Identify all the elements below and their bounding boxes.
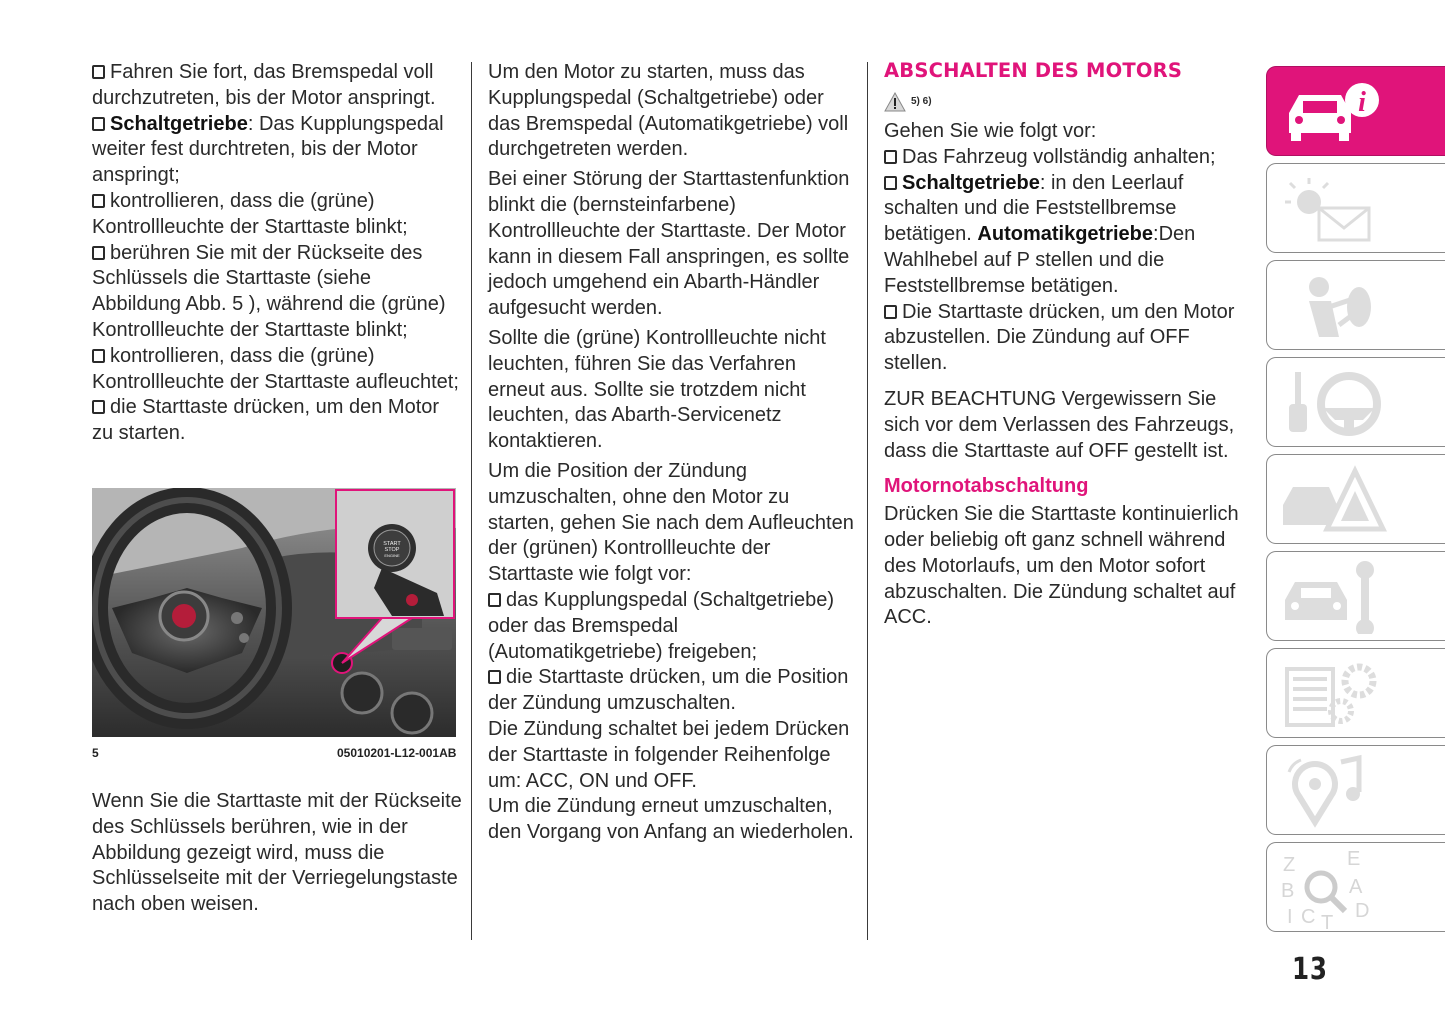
specs-gears-icon xyxy=(1279,655,1389,731)
index-icon xyxy=(1279,849,1389,929)
list-item: kontrollieren, dass die (grüne) Kontrollleuchte der Starttaste aufleuchtet; xyxy=(92,344,464,396)
list-item-text: : in den Leerlauf schalten und die Feststellbremse betätigen. xyxy=(884,171,1184,246)
tab-car-info[interactable] xyxy=(1266,66,1445,156)
warning-refs: 5) 6) xyxy=(911,96,932,108)
svg-text:STOP: STOP xyxy=(384,547,400,553)
column-divider xyxy=(867,62,868,940)
column-1 xyxy=(92,60,464,447)
list-item: das Kupplungspedal (Schaltgetriebe) oder das Bremspedal (Automatikgetriebe) freigeben; xyxy=(488,588,858,665)
paragraph: Bei einer Störung der Starttastenfunktion blinkt die (bernsteinfarbene) Kontrollleuchte der Starttaste. Der Motor kann in diesem Fall anspringen, es sollte jedoch umgehend ein Abarth-Händler aufgesucht werden. xyxy=(488,168,850,320)
list-item-text: : Das Kupplungspedal weiter fest durchtreten, bis der Motor anspringt; xyxy=(92,112,444,187)
tab-emergency[interactable] xyxy=(1266,454,1445,544)
paragraph: Um die Position der Zündung umzuschalten, ohne den Motor zu starten, gehen Sie nach dem Aufleuchten der (grünen) Kontrollleuchte der Starttaste wie folgt vor: xyxy=(488,459,854,586)
tab-safety[interactable] xyxy=(1266,260,1445,350)
svg-text:START: START xyxy=(383,541,401,547)
paragraph: Drücken Sie die Starttaste kontinuierlich oder beliebig oft ganz schnell während des Motorlaufs, um den Motor sofort abzuschalten. Die Zündung schaltet auf ACC. xyxy=(884,503,1239,629)
index-letter: I xyxy=(1287,906,1293,928)
index-letter: T xyxy=(1321,912,1334,929)
list-item: die Starttaste drücken, um die Position der Zündung umzuschalten. xyxy=(488,665,858,717)
warning-triangle-icon xyxy=(884,92,906,112)
paragraph: Sollte die (grüne) Kontrollleuchte nicht leuchten, führen Sie das Verfahren erneut aus. Sollte sie trotzdem nicht leuchten, das Abarth-Servicenetz kontaktieren. xyxy=(488,326,826,453)
column-3 xyxy=(884,60,1254,635)
svg-text:ENGINE: ENGINE xyxy=(384,553,400,558)
list-item xyxy=(92,112,464,189)
list-item-text: :Den Wahlhebel auf P stellen und die Feststellbremse betätigen. xyxy=(884,223,1196,297)
warning-light-message-icon xyxy=(1279,170,1389,246)
figure-explanation: Wenn Sie die Starttaste mit der Rückseite des Schlüssels berühren, wie in der Abbildung gezeigt wird, muss die Schlüsselseite mit der Verriegelungstaste nach oben weisen. xyxy=(92,790,462,916)
subheading: Motornotabschaltung xyxy=(884,475,1089,498)
tab-starting-driving[interactable] xyxy=(1266,357,1445,447)
bold-term: Schaltgetriebe xyxy=(110,112,248,135)
bold-term: Automatikgetriebe xyxy=(977,223,1154,246)
tab-maintenance[interactable] xyxy=(1266,551,1445,641)
list-item: Das Fahrzeug vollständig anhalten; xyxy=(884,145,1254,171)
dashboard-illustration xyxy=(92,488,456,737)
list-item: Fahren Sie fort, das Bremspedal voll durchzutreten, bis der Motor anspringt. xyxy=(92,60,464,112)
tab-warning-lights[interactable] xyxy=(1266,163,1445,253)
paragraph: Um den Motor zu starten, muss das Kupplungspedal (Schaltgetriebe) oder das Bremspedal (Automatikgetriebe) voll durchgetreten werden. xyxy=(488,61,849,161)
bold-term: Schaltgetriebe xyxy=(902,171,1040,194)
key-steering-wheel-icon xyxy=(1279,364,1389,440)
list-item xyxy=(884,171,1254,300)
note-paragraph: ZUR BEACHTUNG Vergewissern Sie sich vor dem Verlassen des Fahrzeugs, dass die Starttaste auf OFF gestellt ist. xyxy=(884,387,1235,462)
column-divider xyxy=(471,62,472,940)
car-hazard-icon xyxy=(1279,461,1389,537)
tab-multimedia[interactable] xyxy=(1266,745,1445,835)
airbag-safety-icon xyxy=(1279,267,1389,343)
section-title: ABSCHALTEN DES MOTORS xyxy=(884,59,1183,82)
list-item: die Starttaste drücken, um den Motor zu starten. xyxy=(92,395,464,447)
index-letter: A xyxy=(1349,876,1363,898)
tab-technical-data[interactable] xyxy=(1266,648,1445,738)
figure-code: 05010201-L12-001AB xyxy=(337,746,457,760)
car-info-icon xyxy=(1279,73,1389,149)
index-letter: C xyxy=(1301,906,1316,928)
index-letter: Z xyxy=(1283,854,1296,876)
index-letter: B xyxy=(1281,880,1295,902)
figure-number: 5 xyxy=(92,746,99,760)
list-item: berühren Sie mit der Rückseite des Schlüssels die Starttaste (siehe Abbildung Abb. 5 ), während die (grüne) Kontrollleuchte der Starttaste blinkt; xyxy=(92,241,464,344)
car-wrench-icon xyxy=(1279,558,1389,634)
index-letter: E xyxy=(1347,849,1361,870)
multimedia-icon xyxy=(1279,752,1389,828)
page-number: 13 xyxy=(1292,952,1328,987)
paragraph: Um die Zündung erneut umzuschalten, den Vorgang von Anfang an wiederholen. xyxy=(488,795,854,844)
tab-index[interactable] xyxy=(1266,842,1445,932)
figure-start-button-photo xyxy=(92,488,456,737)
warning-reference xyxy=(884,91,1254,113)
paragraph: Gehen Sie wie folgt vor: xyxy=(884,120,1097,142)
index-letter: D xyxy=(1355,900,1370,922)
paragraph: Die Zündung schaltet bei jedem Drücken der Starttaste in folgender Reihenfolge um: ACC, ON und OFF. xyxy=(488,717,850,792)
column-2 xyxy=(488,60,858,846)
list-item: kontrollieren, dass die (grüne) Kontrollleuchte der Starttaste blinkt; xyxy=(92,189,464,241)
svg-text:i: i xyxy=(1358,87,1366,118)
list-item: Die Starttaste drücken, um den Motor abzustellen. Die Zündung auf OFF stellen. xyxy=(884,300,1254,377)
